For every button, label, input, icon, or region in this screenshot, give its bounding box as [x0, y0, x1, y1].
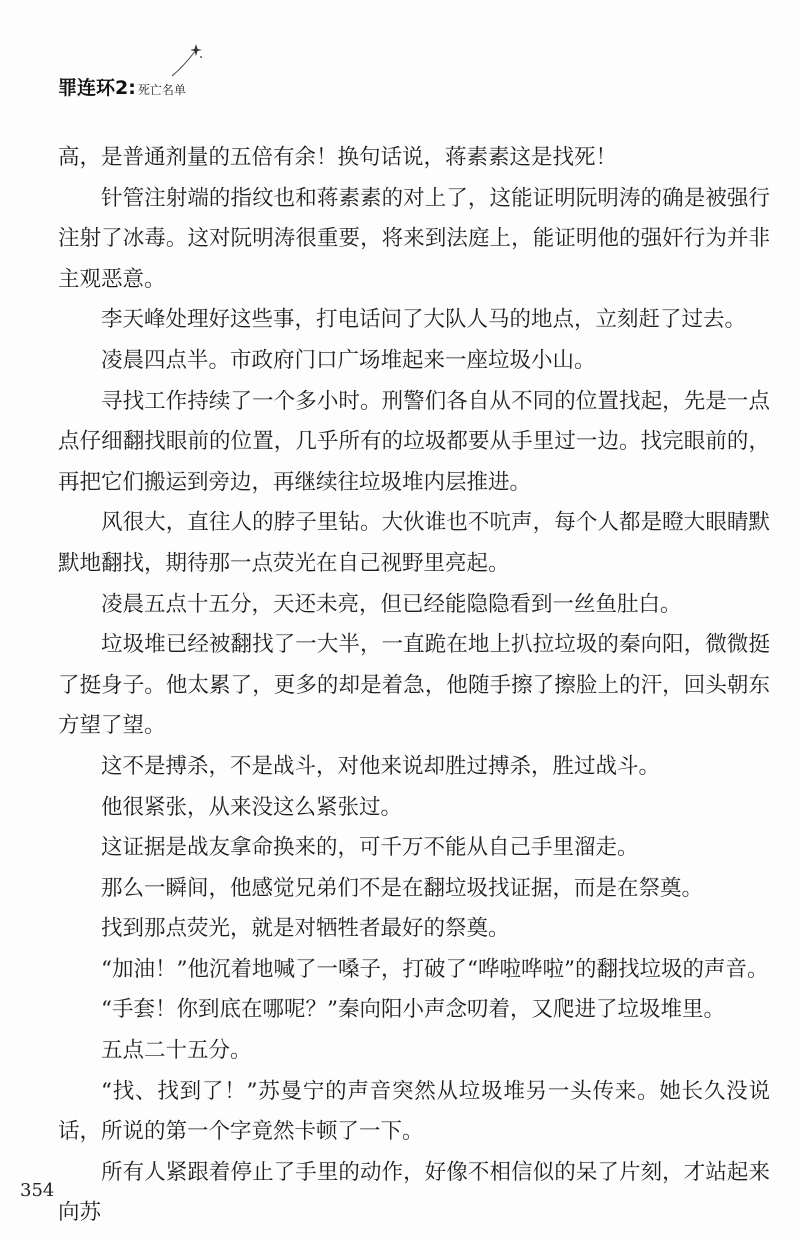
paragraph: 针管注射端的指纹也和蒋素素的对上了，这能证明阮明涛的确是被强行注射了冰毒。这对阮明涛很重要，将来到法庭上，能证明他的强奸行为并非主观恶意。 — [58, 185, 770, 292]
paragraph: 风很大，直往人的脖子里钻。大伙谁也不吭声，每个人都是瞪大眼睛默默地翻找，期待那一点荧光在自己视野里亮起。 — [58, 510, 770, 576]
paragraph: 五点二十五分。 — [101, 1038, 252, 1064]
body-text — [58, 138, 770, 1234]
paragraph: 寻找工作持续了一个多小时。刑警们各自从不同的位置找起，先是一点点仔细翻找眼前的位置，几乎所有的垃圾都要从手里过一边。找完眼前的，再把它们搬运到旁边，再继续往垃圾堆内层推进。 — [58, 388, 770, 495]
paragraph: “加油！”他沉着地喊了一嗓子，打破了“哗啦哗啦”的翻找垃圾的声音。 — [101, 956, 769, 982]
book-subtitle: 死亡名单 — [137, 83, 186, 97]
paragraph: 李天峰处理好这些事，打电话问了大队人马的地点，立刻赶了过去。 — [101, 307, 747, 333]
paragraph: 他很紧张，从来没这么紧张过。 — [101, 794, 403, 820]
paragraph: 凌晨四点半。市政府门口广场堆起来一座垃圾小山。 — [101, 347, 596, 373]
paragraph: 垃圾堆已经被翻找了一大半，一直跪在地上扒拉垃圾的秦向阳，微微挺了挺身子。他太累了，更多的却是着急，他随手擦了擦脸上的汗，回头朝东方望了望。 — [58, 632, 770, 739]
paragraph: 凌晨五点十五分，天还未亮，但已经能隐隐看到一丝鱼肚白。 — [101, 591, 682, 617]
paragraph: 所有人紧跟着停止了手里的动作，好像不相信似的呆了片刻，才站起来向苏 — [58, 1159, 770, 1226]
paragraph: 高，是普通剂量的五倍有余！换句话说，蒋素素这是找死！ — [58, 145, 618, 170]
running-header — [58, 60, 186, 100]
paragraph: 找到那点荧光，就是对牺牲者最好的祭奠。 — [101, 916, 510, 942]
paragraph: “手套！你到底在哪呢？”秦向阳小声念叨着，又爬进了垃圾堆里。 — [101, 997, 725, 1023]
paragraph: “找、找到了！”苏曼宁的声音突然从垃圾堆另一头传来。她长久没说话，所说的第一个字竟然卡顿了一下。 — [58, 1078, 770, 1145]
paragraph: 这不是搏杀，不是战斗，对他来说却胜过搏杀，胜过战斗。 — [101, 753, 661, 779]
page-number: 354 — [20, 1180, 55, 1201]
sparkle-icon — [166, 42, 206, 82]
paragraph: 那么一瞬间，他感觉兄弟们不是在翻垃圾找证据，而是在祭奠。 — [101, 875, 704, 901]
paragraph: 这证据是战友拿命换来的，可千万不能从自己手里溜走。 — [101, 835, 639, 861]
series-title: 罪连环2: — [58, 77, 136, 99]
